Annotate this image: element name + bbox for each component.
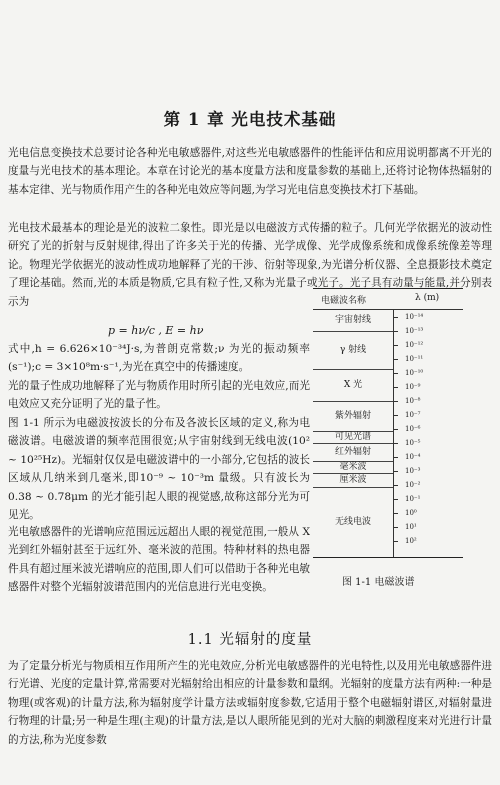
intro-paragraph: 光电信息变换技术总要讨论各种光电敏感器件,对这些光电敏感器件的性能评估和应用说明都离不开光的度量与光电技术的基本理论。本章在讨论光的基本度量方法和度量参数的基础上,还将讨论物体热辐射的基本定律、光与物质作用产生的各种光电效应等问题,为学习光电信息变换技术打下基础。 (8, 147, 492, 196)
scale-tick-label: 10⁻³ (405, 467, 421, 475)
scale-tick (393, 499, 398, 500)
scale-tick-label: 10¹ (405, 523, 417, 531)
scale-tick (393, 373, 398, 374)
scale-tick (393, 331, 398, 332)
header-wavelength: λ (m) (415, 293, 440, 303)
scale-axis (393, 309, 394, 557)
scale-tick-label: 10⁻⁵ (405, 439, 421, 447)
scale-tick (393, 401, 398, 402)
scale-tick (393, 471, 398, 472)
scale-tick (393, 359, 398, 360)
scale-tick-label: 10⁻⁸ (405, 397, 421, 405)
spectrum-figure (313, 288, 463, 558)
header-band-name: 电磁波名称 (321, 296, 367, 306)
quantum-paragraph: 光的量子性成功地解释了光与物质作用时所引起的光电效应,而光电效应又充分证明了光的量子性。 (8, 380, 310, 411)
scale-tick-label: 10⁻¹³ (405, 327, 424, 335)
figure-header (313, 289, 463, 310)
scale-tick-label: 10² (405, 537, 417, 545)
measurement-paragraph: 为了定量分析光与物质相互作用所产生的光电效应,分析光电敏感器件的光电特性,以及用光电敏感器件进行光谱、光度的定量计算,常需要对光辐射给出相应的计量参数和量纲。光辐射的度量方法有两种:一种是物理(或客观)的计量方法,称为辐射度学计量方法或辐射度参数,它适用于整个电磁辐射谱区,对辐射量进行物理的计量;另一种是生理(主观)的计量方法,是以人眼所能见到的光对大脑的刺激程度来对光进行计量的方法,称为光度参数 (8, 660, 492, 746)
section-title: 1.1 光辐射的度量 (187, 632, 313, 648)
scale-tick (393, 387, 398, 388)
scale-tick (393, 345, 398, 346)
scale-tick-label: 10⁻² (405, 481, 421, 489)
scale-tick-label: 10⁰ (405, 509, 417, 517)
spectrum-paragraph: 图 1-1 所示为电磁波按波长的分布及各波长区域的定义,称为电磁波谱。电磁波谱的频率范围很宽;从宇宙射线到无线电波(10² ~ 10²⁵Hz)。光辐射仅仅是电磁波谱中的一小部分,它包括的波长区域从几纳米到几毫米,即10⁻⁹ ~ 10⁻³m 量级。只有波长为 0.38 ~ 0.78μm 的光才能引起人眼的视觉感,故称这部分光为可见光。 (8, 417, 310, 522)
scale-tick (393, 541, 398, 542)
scale-tick-label: 10⁻⁷ (405, 411, 421, 419)
scale-tick-label: 10⁻⁹ (405, 383, 421, 391)
scale-tick-label: 10⁻⁶ (405, 425, 421, 433)
band-infrared: 红外辐射 (313, 443, 393, 462)
figure-caption: 图 1-1 电磁波谱 (342, 577, 415, 588)
scale-tick-label: 10⁻¹⁰ (405, 369, 424, 377)
band-radio: 无线电波 (334, 516, 371, 527)
scale-tick (393, 457, 398, 458)
scale-tick (393, 429, 398, 430)
scale-tick-label: 10⁻¹² (405, 341, 424, 349)
scale-tick (393, 485, 398, 486)
band-cosmic-rays: 宇宙射线 (313, 309, 393, 332)
band-x-rays: X 光 (313, 369, 393, 402)
scale-tick (393, 415, 398, 416)
scale-tick (393, 513, 398, 514)
scale-tick-label: 10⁻⁴ (405, 453, 421, 461)
constants-paragraph: 式中,h = 6.626×10⁻³⁴J·s,为普朗克常数;ν 为光的振动频率(s⁻¹);c = 3×10⁸m·s⁻¹,为光在真空中的传播速度。 (8, 343, 310, 374)
scale-tick (393, 443, 398, 444)
band-gamma-rays: γ 射线 (313, 331, 393, 370)
band-centimeter: 厘米波 (313, 473, 393, 488)
sensitivity-paragraph: 光电敏感器件的光谱响应范围远远超出人眼的视觉范围,一般从 X 光到红外辐射甚至于远红外、毫米波的范围。特种材料的热电器件具有超过厘米波光谱响应的范围,即人们可以借助于各种光电敏感器件对整个光辐射波谱范围内的光信息进行光电变换。 (8, 526, 310, 594)
scale-tick-label: 10⁻¹⁴ (405, 313, 424, 321)
photon-formula: p = hν/c , E = hν (108, 324, 204, 337)
band-ultraviolet: 紫外辐射 (313, 401, 393, 432)
scale-tick-label: 10⁻¹ (405, 495, 421, 503)
band-millimeter: 毫米波 (313, 461, 393, 474)
wave-particle-paragraph: 光电技术最基本的理论是光的波粒二象性。即光是以电磁波方式传播的粒子。几何光学依据光的波动性研究了光的折射与反射规律,得出了许多关于光的传播、光学成像、光学成像系统和成像系统像差等理论。物理光学依据光的波动性成功地解释了光的干涉、衍射等现象,为光谱分析仪器、全息摄影技术奠定了理论基础。然而,光的本质是物质,它具有粒子性,又称为光量子或光子。光子具有动量与能量,并分别表示为 (8, 222, 492, 308)
band-visible: 可见光谱 (313, 431, 393, 444)
scale-tick-label: 10⁻¹¹ (405, 355, 424, 363)
chapter-title: 第 1 章 光电技术基础 (163, 110, 337, 129)
scale-tick (393, 527, 398, 528)
scale-tick (393, 317, 398, 318)
